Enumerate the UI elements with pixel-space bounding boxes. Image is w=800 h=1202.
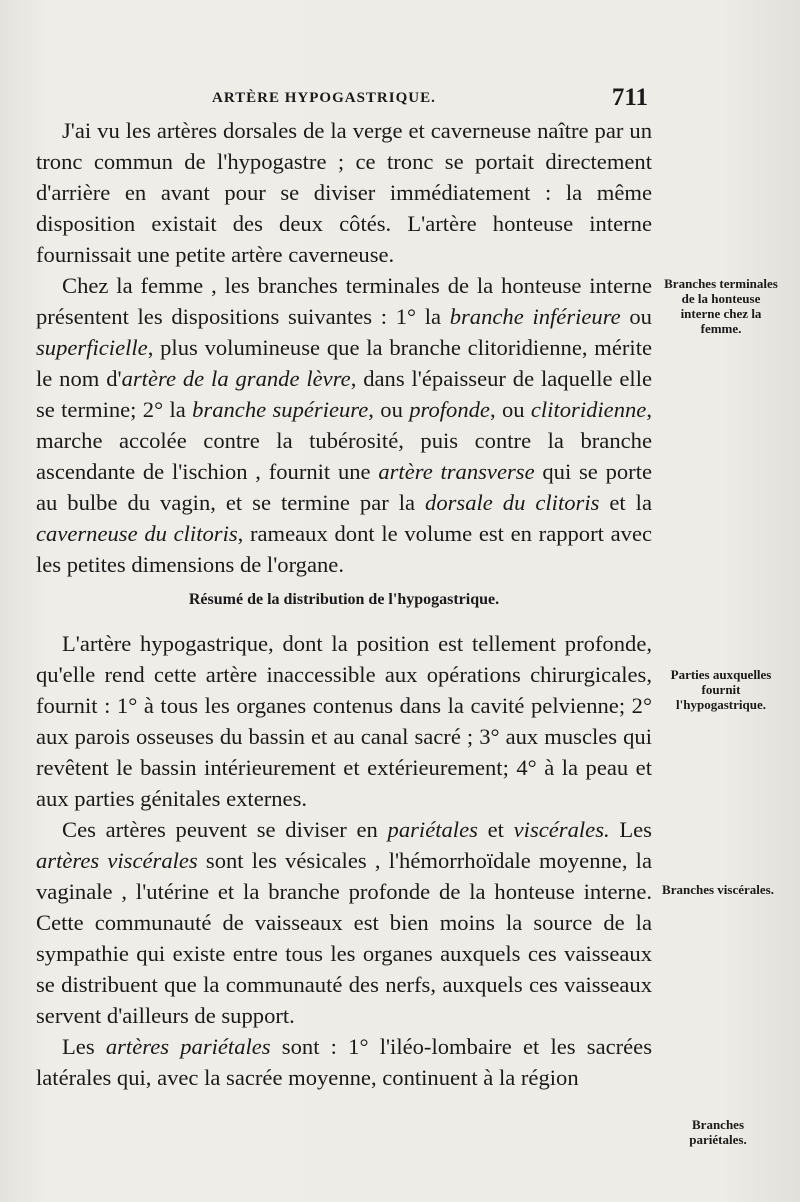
italic-term: artère de la grande lèvre — [121, 366, 351, 391]
text-run: , plus volumineuse que la branche clitoridienne, mérite le nom d' — [36, 335, 652, 391]
text-run: qui se porte au bulbe du vagin, et se termine par la — [36, 459, 652, 515]
margin-note-visceral-branches: Branches viscérales. — [662, 882, 774, 897]
paragraph-3 — [36, 628, 652, 814]
italic-term: branche inférieure — [449, 304, 621, 329]
italic-term: artères viscérales — [36, 848, 198, 873]
text-run: L'artère hypogastrique, dont la position est tellement profonde, qu'elle rend cette artère inaccessible aux opérations chirurgicales, fournit : 1° à tous les organes contenus dans la cavité pelvienne; 2° aux parois osseuses du bassin et au canal sacré ; 3° aux muscles qui revêtent le bassin intérieurement et extérieurement; 4° à la peau et aux parties génitales externes. — [36, 631, 652, 811]
page-number: 711 — [611, 84, 648, 111]
running-head: ARTÈRE HYPOGASTRIQUE. — [212, 90, 436, 106]
text-run: , dans l'épaisseur de laquelle elle se termine; 2° la — [36, 366, 652, 422]
text-run: sont les vésicales , l'hémorrhoïdale moyenne, la vaginale , l'utérine et la branche profonde de la honteuse interne. Cette communauté de vaisseaux est bien moins la source de la sympathie qui existe entre tous les organes auxquels ces vaisseaux se distribuent que la communauté des nerfs, auxquels ces vaisseaux servent d'ailleurs de support. — [36, 848, 652, 1028]
text-run: J'ai vu les artères dorsales de la verge et caverneuse naître par un tronc commun de l'hypogastre ; ce tronc se portait directement d'arrière en avant pour se diviser immédiatement : la même disposition existait des deux côtés. L'artère honteuse interne fournissait une petite artère caverneuse. — [36, 118, 652, 267]
text-run: sont : 1° l'iléo-lombaire et les sacrées latérales qui, avec la sacrée moyenne, continuent à la région — [36, 1034, 652, 1090]
text-run: Les — [609, 817, 652, 842]
italic-term: clitoridienne — [530, 397, 647, 422]
body-text — [36, 115, 652, 1093]
italic-term: caverneuse du clitoris — [36, 521, 238, 546]
italic-term: profonde — [409, 397, 490, 422]
italic-term: branche supérieure — [192, 397, 369, 422]
italic-term: artères pariétales — [105, 1034, 271, 1059]
section-heading: Résumé de la distribution de l'hypogastrique. — [188, 591, 500, 608]
paragraph-2 — [36, 270, 652, 580]
text-run: , ou — [368, 397, 410, 422]
text-run: Les — [62, 1034, 106, 1059]
text-run: , rameaux dont le volume est en rapport avec les petites dimensions de l'organe. — [36, 521, 652, 577]
text-run: et la — [599, 490, 652, 515]
paragraph-5 — [36, 1031, 652, 1093]
margin-note-terminal-branches: Branches terminales de la honteuse interne chez la femme. — [664, 276, 778, 336]
text-run: et — [477, 817, 514, 842]
italic-term: pariétales — [387, 817, 478, 842]
italic-term: superficielle — [36, 335, 148, 360]
text-run: , marche accolée contre la tubérosité, puis contre la branche ascendante de l'ischion , fournit une — [36, 397, 652, 484]
italic-term: artère transverse — [378, 459, 535, 484]
page-header — [36, 84, 652, 114]
paragraph-4 — [36, 814, 652, 1031]
text-run: ou — [620, 304, 652, 329]
margin-note-parts-supplied: Parties auxquelles fournit l'hypogastrique. — [670, 667, 772, 712]
italic-term: viscérales. — [513, 817, 610, 842]
margin-note-parietal-branches: Branches pariétales. — [689, 1117, 747, 1147]
paragraph-1 — [36, 115, 652, 270]
italic-term: dorsale du clitoris — [425, 490, 600, 515]
text-run: Chez la femme , les branches terminales de la honteuse interne présentent les dispositions suivantes : 1° la — [36, 273, 652, 329]
text-run: , ou — [489, 397, 531, 422]
text-run: Ces artères peuvent se diviser en — [62, 817, 388, 842]
